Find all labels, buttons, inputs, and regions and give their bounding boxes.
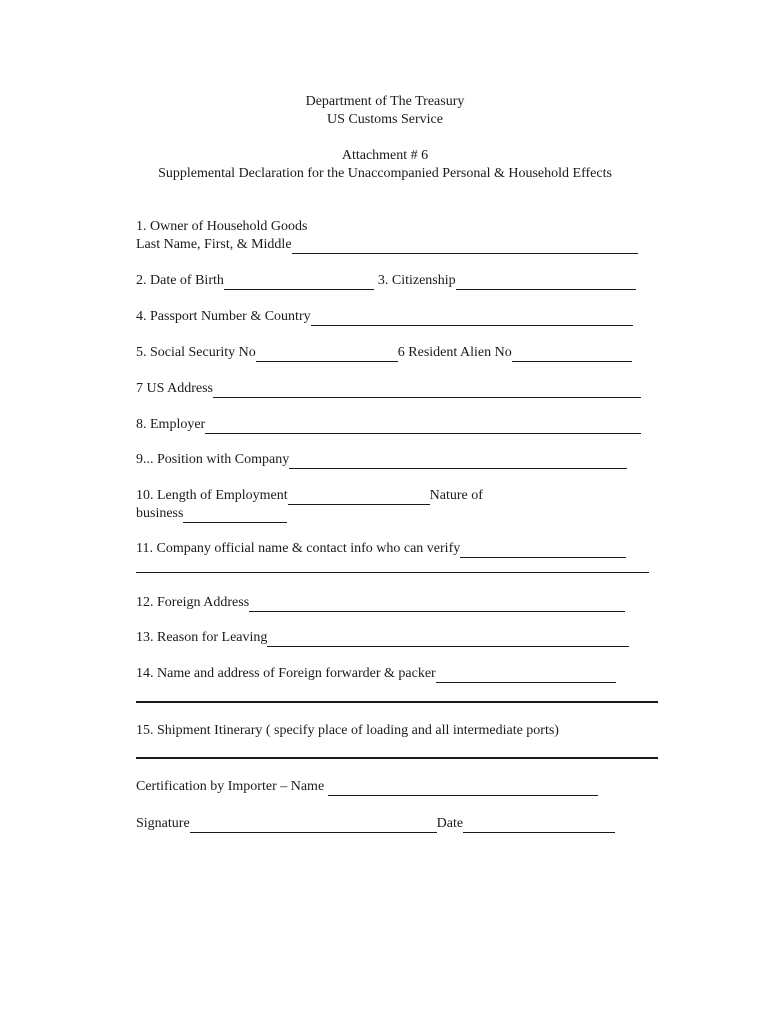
us-address-blank[interactable] (213, 384, 641, 398)
nature-label: Nature of (429, 488, 483, 503)
citizenship-label: 3. Citizenship (377, 273, 456, 288)
reason-label: 13. Reason for Leaving (136, 630, 268, 645)
section-divider-bottom (136, 757, 658, 759)
last-name-label: Last Name, First, & Middle (136, 237, 292, 252)
business-blank[interactable] (183, 509, 287, 523)
date-blank[interactable] (463, 819, 615, 833)
itinerary-label: 15. Shipment Itinerary ( specify place of loading and all intermediate ports) (136, 723, 559, 738)
alien-label: 6 Resident Alien No (397, 345, 512, 360)
alien-blank[interactable] (512, 348, 632, 362)
signature-blank[interactable] (190, 819, 437, 833)
passport-field (136, 308, 633, 326)
foreign-address-field (136, 594, 625, 612)
itinerary-field (136, 722, 559, 740)
us-address-label: 7 US Address (136, 381, 214, 396)
last-name-field (136, 236, 638, 254)
citizenship-blank[interactable] (456, 276, 636, 290)
us-address-field (136, 380, 641, 398)
dob-label: 2. Date of Birth (136, 273, 224, 288)
signature-date-row (136, 815, 615, 833)
last-name-blank[interactable] (292, 240, 638, 254)
employer-field (136, 416, 641, 434)
official-continuation-line[interactable] (136, 572, 649, 573)
header-attachment: Attachment # 6 (341, 148, 429, 163)
business-field (136, 505, 287, 523)
signature-label: Signature (136, 816, 190, 831)
ssn-label: 5. Social Security No (136, 345, 256, 360)
length-label: 10. Length of Employment (136, 488, 288, 503)
forwarder-label: 14. Name and address of Foreign forwarder & packer (136, 666, 436, 681)
official-label: 11. Company official name & contact info who can verify (136, 541, 461, 556)
position-label: 9... Position with Company (136, 452, 290, 467)
certification-blank[interactable] (328, 782, 598, 796)
foreign-address-label: 12. Foreign Address (136, 595, 250, 610)
forwarder-blank[interactable] (436, 669, 616, 683)
position-blank[interactable] (289, 455, 627, 469)
official-blank[interactable] (460, 544, 626, 558)
company-official-field (136, 540, 626, 558)
ssn-blank[interactable] (256, 348, 398, 362)
certification-label: Certification by Importer – Name (136, 779, 325, 794)
length-blank[interactable] (288, 491, 430, 505)
dob-blank[interactable] (224, 276, 374, 290)
header-service: US Customs Service (327, 112, 443, 127)
dob-citizenship-row (136, 272, 636, 290)
passport-label: 4. Passport Number & Country (136, 309, 311, 324)
certification-field (136, 778, 598, 796)
reason-blank[interactable] (267, 633, 629, 647)
reason-leaving-field (136, 629, 629, 647)
date-label: Date (436, 816, 464, 831)
owner-heading-label: 1. Owner of Household Goods (136, 219, 308, 234)
employer-label: 8. Employer (136, 417, 206, 432)
ssn-alien-row (136, 344, 632, 362)
position-field (136, 451, 627, 469)
owner-heading (136, 218, 307, 236)
section-divider-top (136, 701, 658, 703)
employer-blank[interactable] (205, 420, 641, 434)
forwarder-field (136, 665, 616, 683)
foreign-address-blank[interactable] (249, 598, 625, 612)
length-employment-field (136, 487, 483, 505)
form-title: Supplemental Declaration for the Unaccompanied Personal & Household Effects (158, 166, 612, 181)
header-department: Department of The Treasury (305, 94, 465, 109)
business-label: business (136, 506, 184, 521)
passport-blank[interactable] (311, 312, 633, 326)
